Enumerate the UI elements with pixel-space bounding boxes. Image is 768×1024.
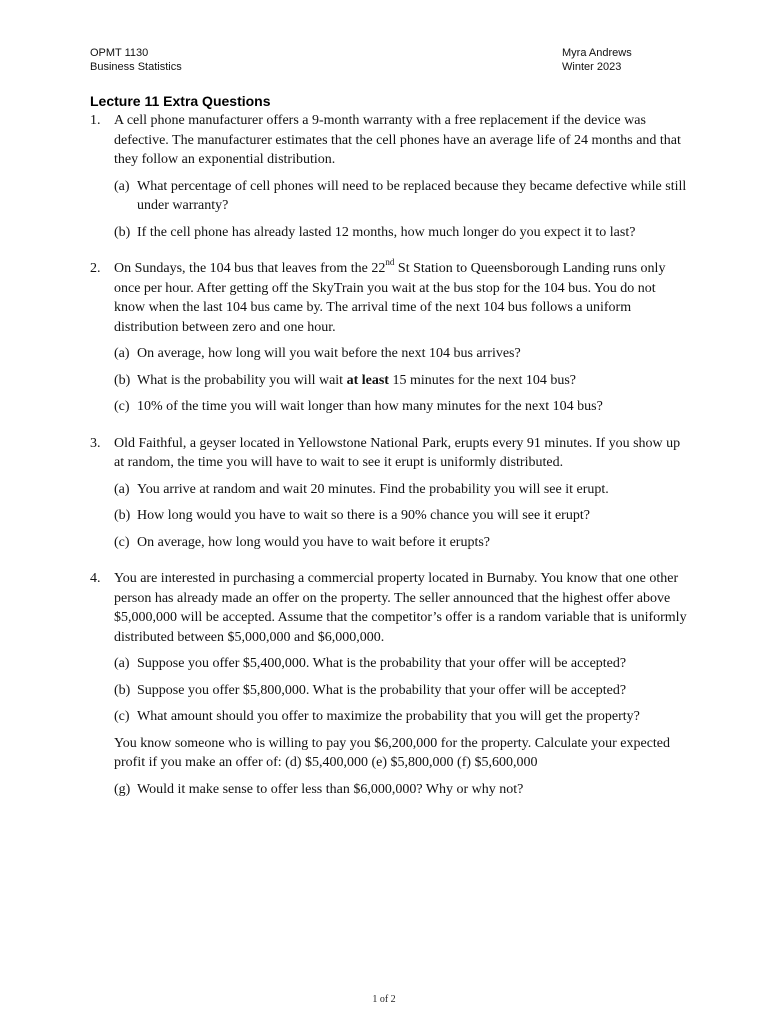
part-letter: (b) [114,224,131,240]
question-part [114,780,690,800]
question-text: A cell phone manufacturer offers a 9-month warranty with a free replacement if the device was defective. The manufacturer estimates that the cell phones have an average life of 24 months and that they follow an exponential distribution. [114,113,681,167]
part-text: What amount should you offer to maximize the probability that you will get the property? [137,709,640,724]
question-part [114,681,690,701]
part-letter: (a) [114,656,130,671]
part-text: How long would you have to wait so there is a 90% chance you will see it erupt? [137,508,590,523]
part-text: 10% of the time you will wait longer than how many minutes for the next 104 bus? [137,399,603,414]
question-number: 2. [90,261,101,276]
part-letter: (c) [114,709,130,724]
question-text [114,259,690,337]
question-text-segment: On Sundays, the 104 bus that leaves from the 22 [114,261,386,276]
part-letter: (g) [114,781,131,797]
part-letter: (a) [114,178,130,194]
question-text: You are interested in purchasing a commercial property located in Burnaby. You know that one other person has already made an offer on the property. The seller announced that the highest offer above $5,000,000 will be accepted. Assume that the competitor’s offer is a random variable that is uniformly distributed between $5,000,000 and $6,000,000. [114,571,687,645]
part-text: If the cell phone has already lasted 12 months, how much longer do you expect it to last? [137,224,636,240]
part-letter: (c) [114,534,130,550]
term: Winter 2023 [562,61,622,73]
question-part [114,707,690,727]
question-part [114,480,690,500]
part-letter: (b) [114,682,131,698]
part-text-segment: 15 minutes for the next 104 bus? [388,372,576,388]
question-part [114,371,690,391]
question-number: 4. [90,571,101,586]
question-part [114,223,690,243]
part-letter: (a) [114,346,130,361]
part-letter: (c) [114,399,130,414]
question-part [114,506,690,526]
part-text: On average, how long will you wait before the next 104 bus arrives? [137,346,521,361]
part-letter: (a) [114,481,130,497]
part-letter: (b) [114,372,131,388]
questions-body [90,111,690,799]
header-right [562,46,632,74]
question-part [114,177,690,216]
emphasis-text: at least [346,372,389,388]
question-text: Old Faithful, a geyser located in Yellowstone National Park, erupts every 91 minutes. If you show up at random, the time you will have to wait to see it erupt is uniformly distributed. [114,435,681,470]
part-text: On average, how long would you have to wait before it erupts? [137,534,491,550]
part-text: You arrive at random and wait 20 minutes. Find the probability you will see it erupt. [137,481,609,497]
ordinal-superscript: nd [385,257,395,268]
question-2 [90,259,690,417]
header-left [90,46,182,74]
question-part [114,533,690,553]
part-text [137,373,576,388]
part-text-segment: What is the probability you will wait [137,372,347,388]
question-3 [90,434,690,553]
page-title: Lecture 11 Extra Questions [90,93,271,109]
question-part [114,344,690,364]
question-part [114,654,690,674]
question-4 [90,569,690,799]
expected-profit-paragraph: You know someone who is willing to pay you $6,200,000 for the property. Calculate your expected profit if you make an offer of: (d) $5,400,000 (e) $5,800,000 (f) $5,600,000 [114,735,671,770]
question-1 [90,111,690,242]
part-letter: (b) [114,508,131,523]
instructor-name: Myra Andrews [562,47,632,59]
part-text: Suppose you offer $5,800,000. What is the probability that your offer will be accepted? [137,682,627,698]
part-text: Would it make sense to offer less than $6,000,000? Why or why not? [137,781,524,797]
question-number: 3. [90,435,101,451]
course-name: Business Statistics [90,61,182,73]
question-text-segment: St Station to Queensborough Landing runs only once per hour. After getting off the SkyTrain you wait at the bus stop for the 104 bus. You do not know when the last 104 bus came by. The arrival time of the next 104 bus follows a uniform distribution between zero and one hour. [114,261,666,335]
part-text: What percentage of cell phones will need to be replaced because they became defective while still under warranty? [137,178,687,213]
question-part [114,397,690,417]
question-number: 1. [90,113,101,128]
course-code: OPMT 1130 [90,47,149,59]
part-text: Suppose you offer $5,400,000. What is the probability that your offer will be accepted? [137,656,627,671]
page-number: 1 of 2 [372,994,396,1005]
